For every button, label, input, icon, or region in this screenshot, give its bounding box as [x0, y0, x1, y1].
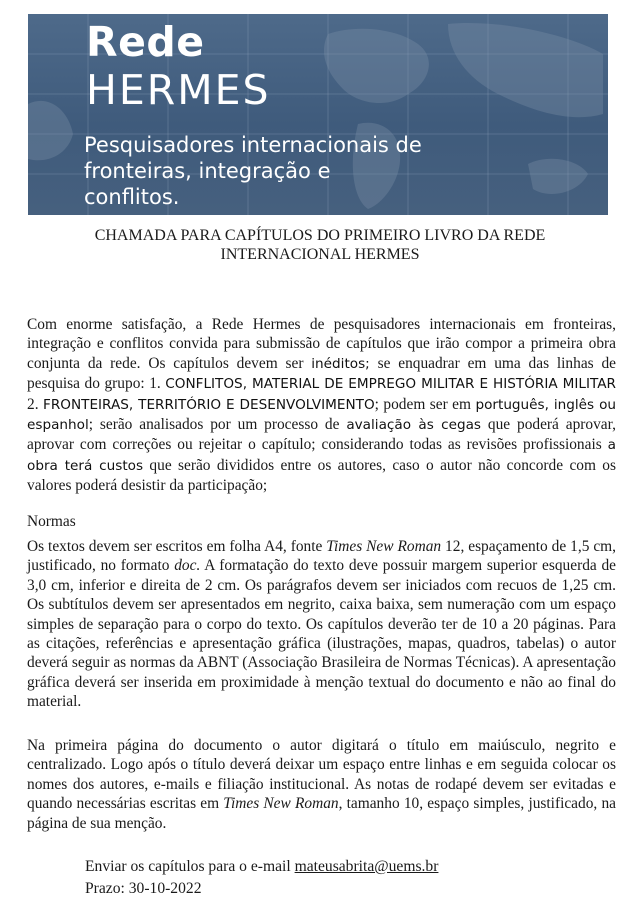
heading-line2: INTERNACIONAL HERMES [220, 246, 420, 263]
normas-font-name: Times New Roman [326, 538, 442, 555]
first-page-text-2: , tamanho 10, espaço simples, justificado, na página de sua menção. [27, 795, 616, 832]
banner-subtitle-line1: Pesquisadores internacionais de [84, 133, 422, 157]
intro-paragraph [27, 315, 616, 496]
intro-text-3: 2. [27, 395, 44, 413]
intro-highlight-ineditos: inéditos; [311, 355, 370, 372]
intro-highlight-review: avaliação às cegas [346, 417, 482, 434]
banner-title-rede: Rede [86, 18, 205, 66]
intro-highlight-languages: português, inglês ou espanhol [27, 396, 617, 434]
first-page-paragraph [27, 736, 616, 833]
document-heading [40, 226, 600, 264]
banner-subtitle [84, 132, 584, 210]
banner [28, 14, 608, 215]
intro-text-6: que poderá aprovar, aprovar com correções ou rejeitar o capítulo; considerando todas as revisões profissionais [27, 416, 616, 454]
intro-highlight-line2: FRONTEIRAS, TERRITÓRIO E DESENVOLVIMENTO [43, 396, 375, 413]
first-page-font-name: Times New Roman [223, 795, 339, 813]
intro-text-2: se enquadrar em uma das linhas de pesquisa do grupo: 1. [27, 354, 616, 393]
normas-format: doc. [174, 557, 201, 575]
email-link[interactable]: mateusabrita@uems.br [294, 858, 439, 875]
intro-highlight-costs: a obra terá custos [27, 437, 616, 474]
send-label: Enviar os capítulos para o e-mail [85, 858, 295, 875]
intro-text-4: ; podem ser em [374, 395, 476, 413]
banner-title-hermes: HERMES [86, 66, 271, 114]
deadline: Prazo: 30-10-2022 [85, 880, 202, 897]
heading-line1: CHAMADA PARA CAPÍTULOS DO PRIMEIRO LIVRO DA REDE [94, 227, 546, 244]
normas-text-2: 12, espaçamento de 1,5 cm, justificado, no formato [27, 538, 616, 575]
banner-subtitle-line2: fronteiras, integração e [84, 159, 331, 183]
normas-text-3: A formatação do texto deve possuir margem superior esquerda de 3,0 cm, inferior e direita de 2 cm. Os parágrafos devem ser iniciados com recuos de 1,25 cm. Os subtítulos devem ser apresentados em negrito, caixa baixa, sem numeração com um espaço simples de separação para o corpo do texto. Os capítulos deverão ter de 10 a 20 páginas. Para as citações, referências e apresentação gráfica (ilustrações, mapas, quadros, tabelas) o autor deverá seguir as normas da ABNT (Associação Brasileira de Normas Técnicas). A apresentação gráfica deverá ser inserida em proximidade à menção textual do documento e não ao final do material. [27, 557, 617, 711]
intro-text-7: que serão divididos entre os autores, caso o autor não concorde com os valores poderá desistir da participação; [27, 456, 616, 495]
first-page-text-1: Na primeira página do documento o autor digitará o título em maiúsculo, negrito e centralizado. Logo após o título deverá deixar um espaço entre linhas e em seguida colocar os nomes dos autores, e-mails e filiação institucional. As notas de rodapé devem ser evitadas e quando necessárias escritas em [27, 737, 616, 813]
banner-subtitle-line3: conflitos. [84, 185, 180, 209]
submission-line [85, 858, 438, 876]
intro-highlight-line1: CONFLITOS, MATERIAL DE EMPREGO MILITAR E HISTÓRIA MILITAR [165, 376, 616, 393]
intro-text-1: Com enorme satisfação, a Rede Hermes de pesquisadores internacionais em fronteiras, integração e conflitos convida para submissão de capítulos que irão compor a primeira obra conjunta da rede. Os capítulos devem ser [27, 316, 616, 372]
intro-text-5: ; serão analisados por um processo de [88, 416, 347, 434]
normas-paragraph [27, 537, 616, 712]
normas-text-1: Os textos devem ser escritos em folha A4, fonte [27, 538, 327, 555]
normas-title: Normas [27, 513, 76, 530]
